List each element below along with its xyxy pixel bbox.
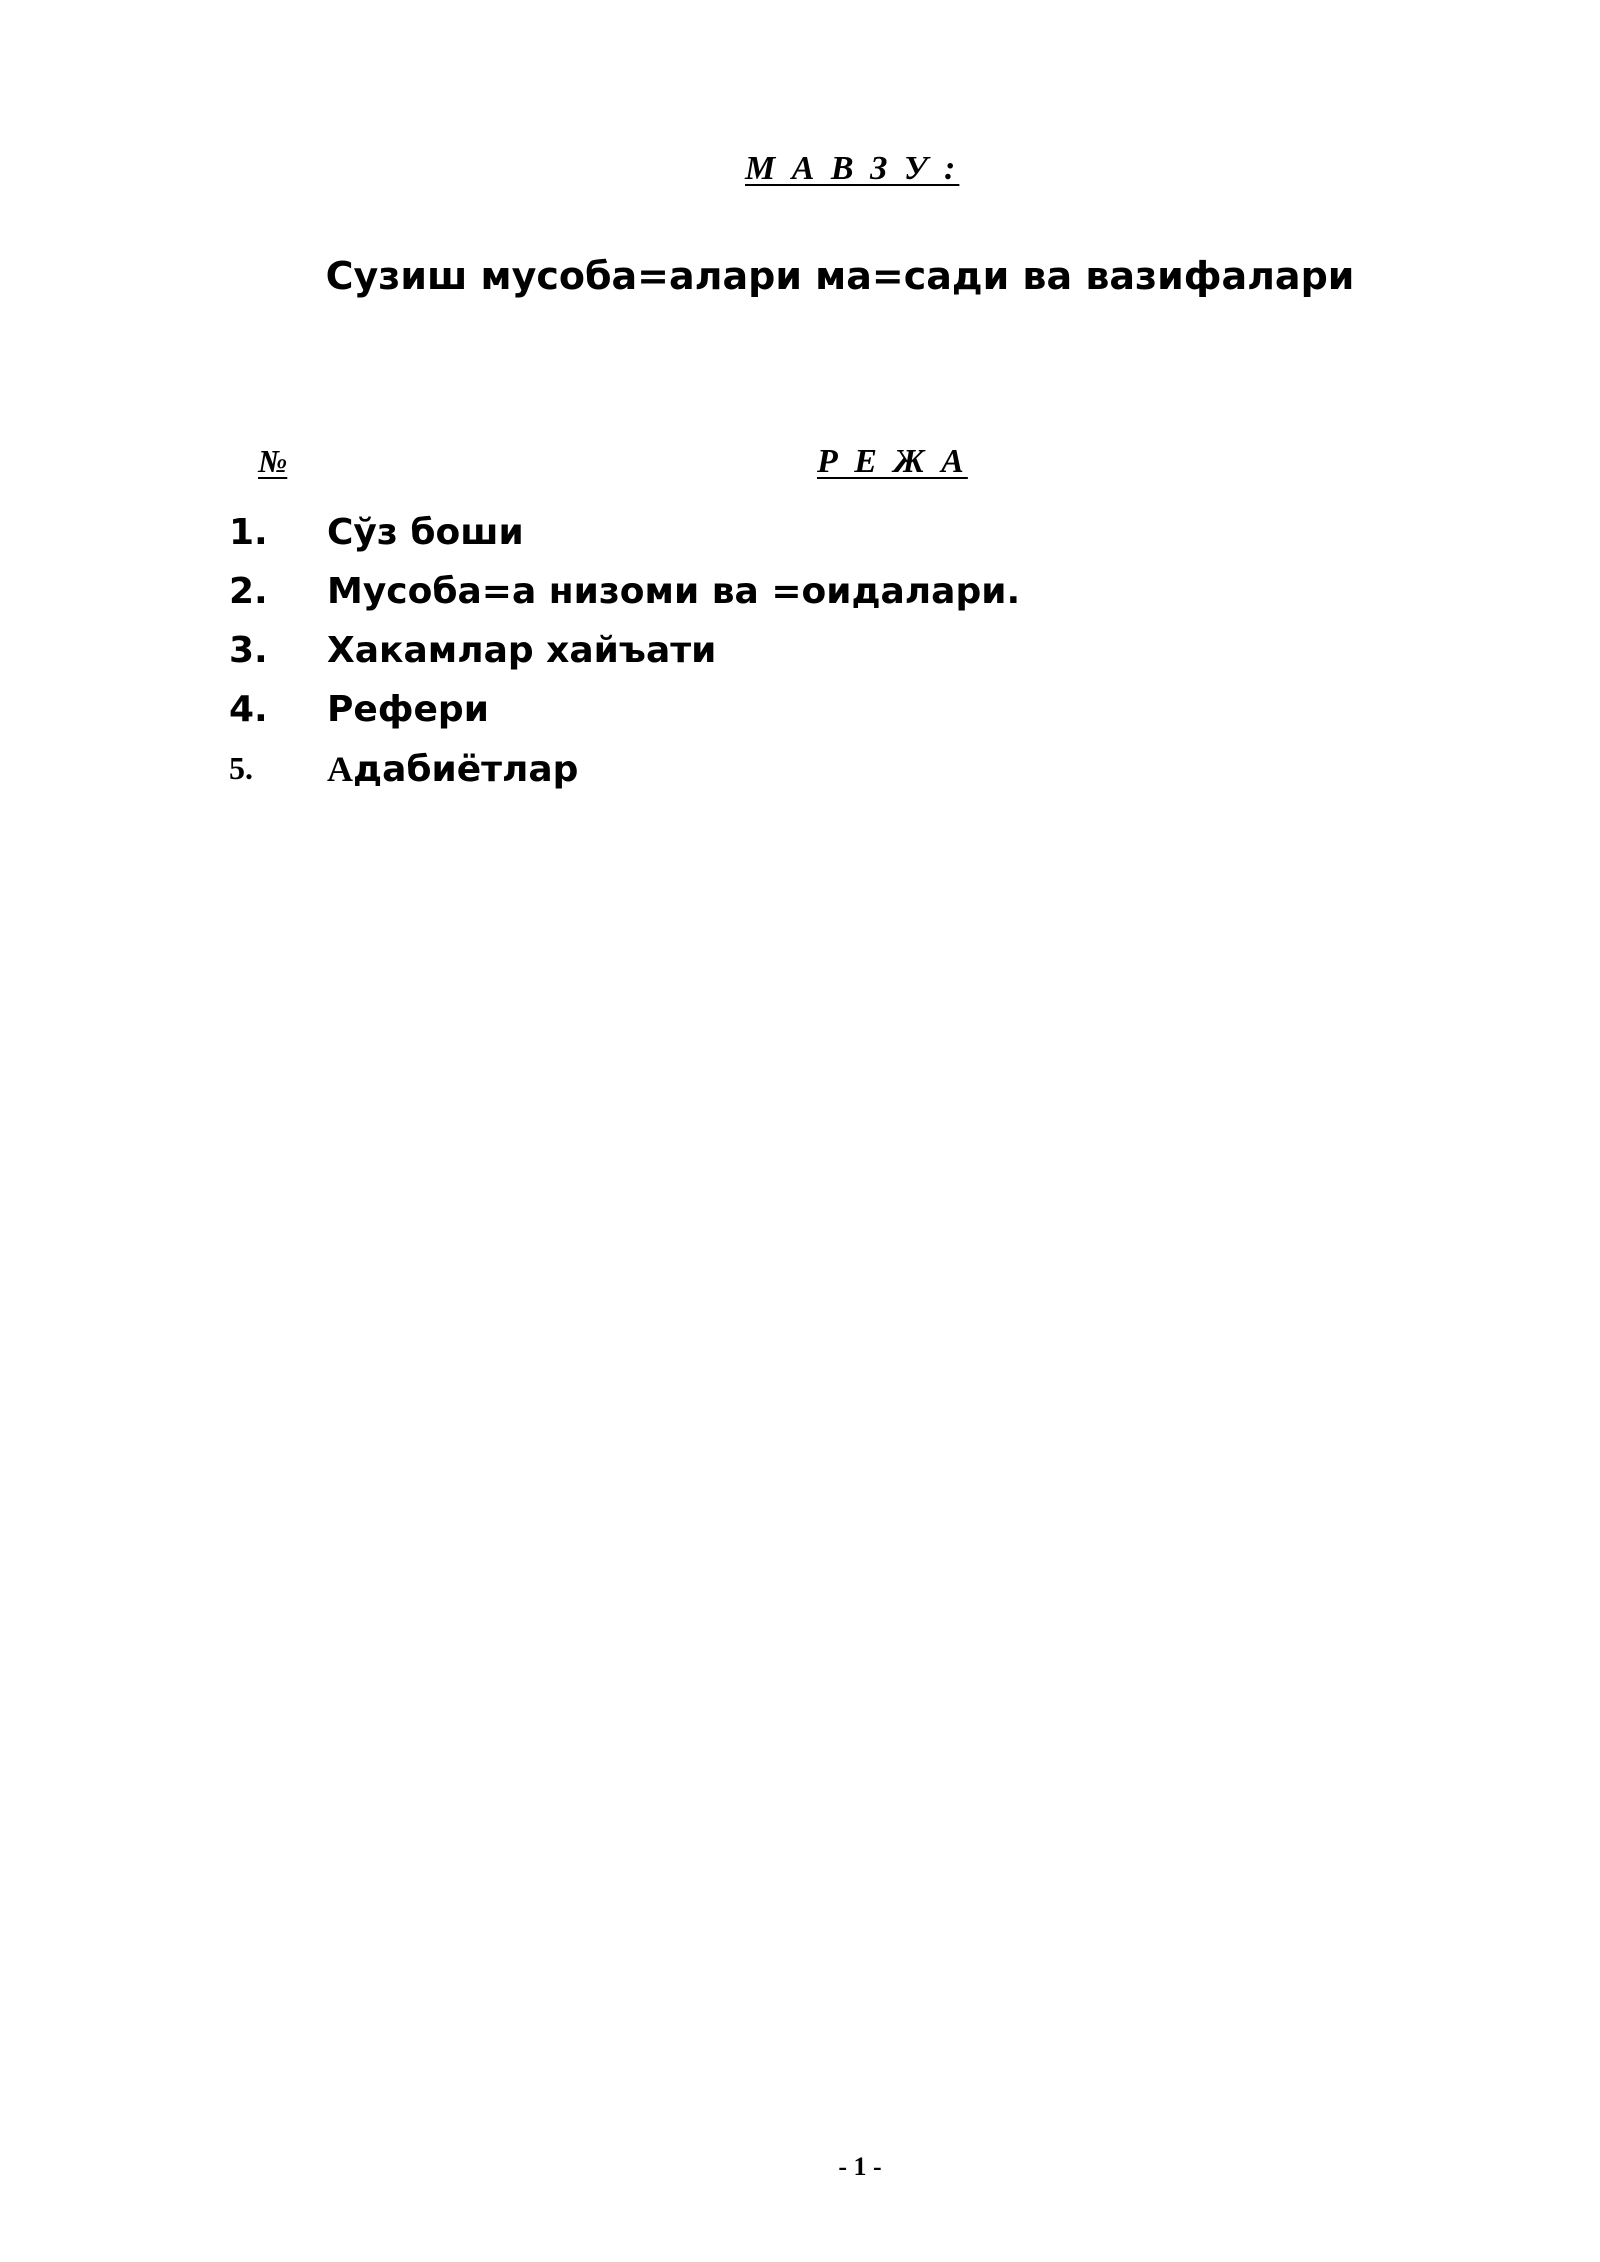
subject-heading: М А В З У : xyxy=(745,150,960,187)
plan-item xyxy=(229,621,1020,680)
plan-item xyxy=(229,680,1020,739)
plan-item xyxy=(229,739,1020,798)
plan-item-text: Сўз боши xyxy=(327,512,524,553)
plan-item xyxy=(229,503,1020,562)
plan-item-text-first-letter: А xyxy=(327,748,353,789)
plan-item-text: Мусоба=а низоми ва =оидалари. xyxy=(327,571,1021,612)
plan-item-text: Хакамлар хайъати xyxy=(327,630,717,671)
plan-item-number: 3. xyxy=(229,630,268,671)
topic-title: Сузиш мусоба=алари ма=сади ва вазифалари xyxy=(325,254,1355,298)
plan-item-number: 2. xyxy=(229,571,268,612)
plan-item-text: Рефери xyxy=(327,689,489,730)
plan-item-text-rest: дабиётлар xyxy=(353,748,579,790)
plan-item-text xyxy=(327,748,578,790)
plan-item xyxy=(229,562,1020,621)
number-column-header: № xyxy=(258,443,288,479)
plan-item-number: 5. xyxy=(229,750,253,786)
plan-item-number: 1. xyxy=(229,512,268,553)
plan-header: Р Е Ж А xyxy=(817,443,968,480)
plan-list xyxy=(229,503,1020,798)
plan-item-number: 4. xyxy=(229,689,268,730)
page-number: - 1 - xyxy=(838,2152,882,2181)
